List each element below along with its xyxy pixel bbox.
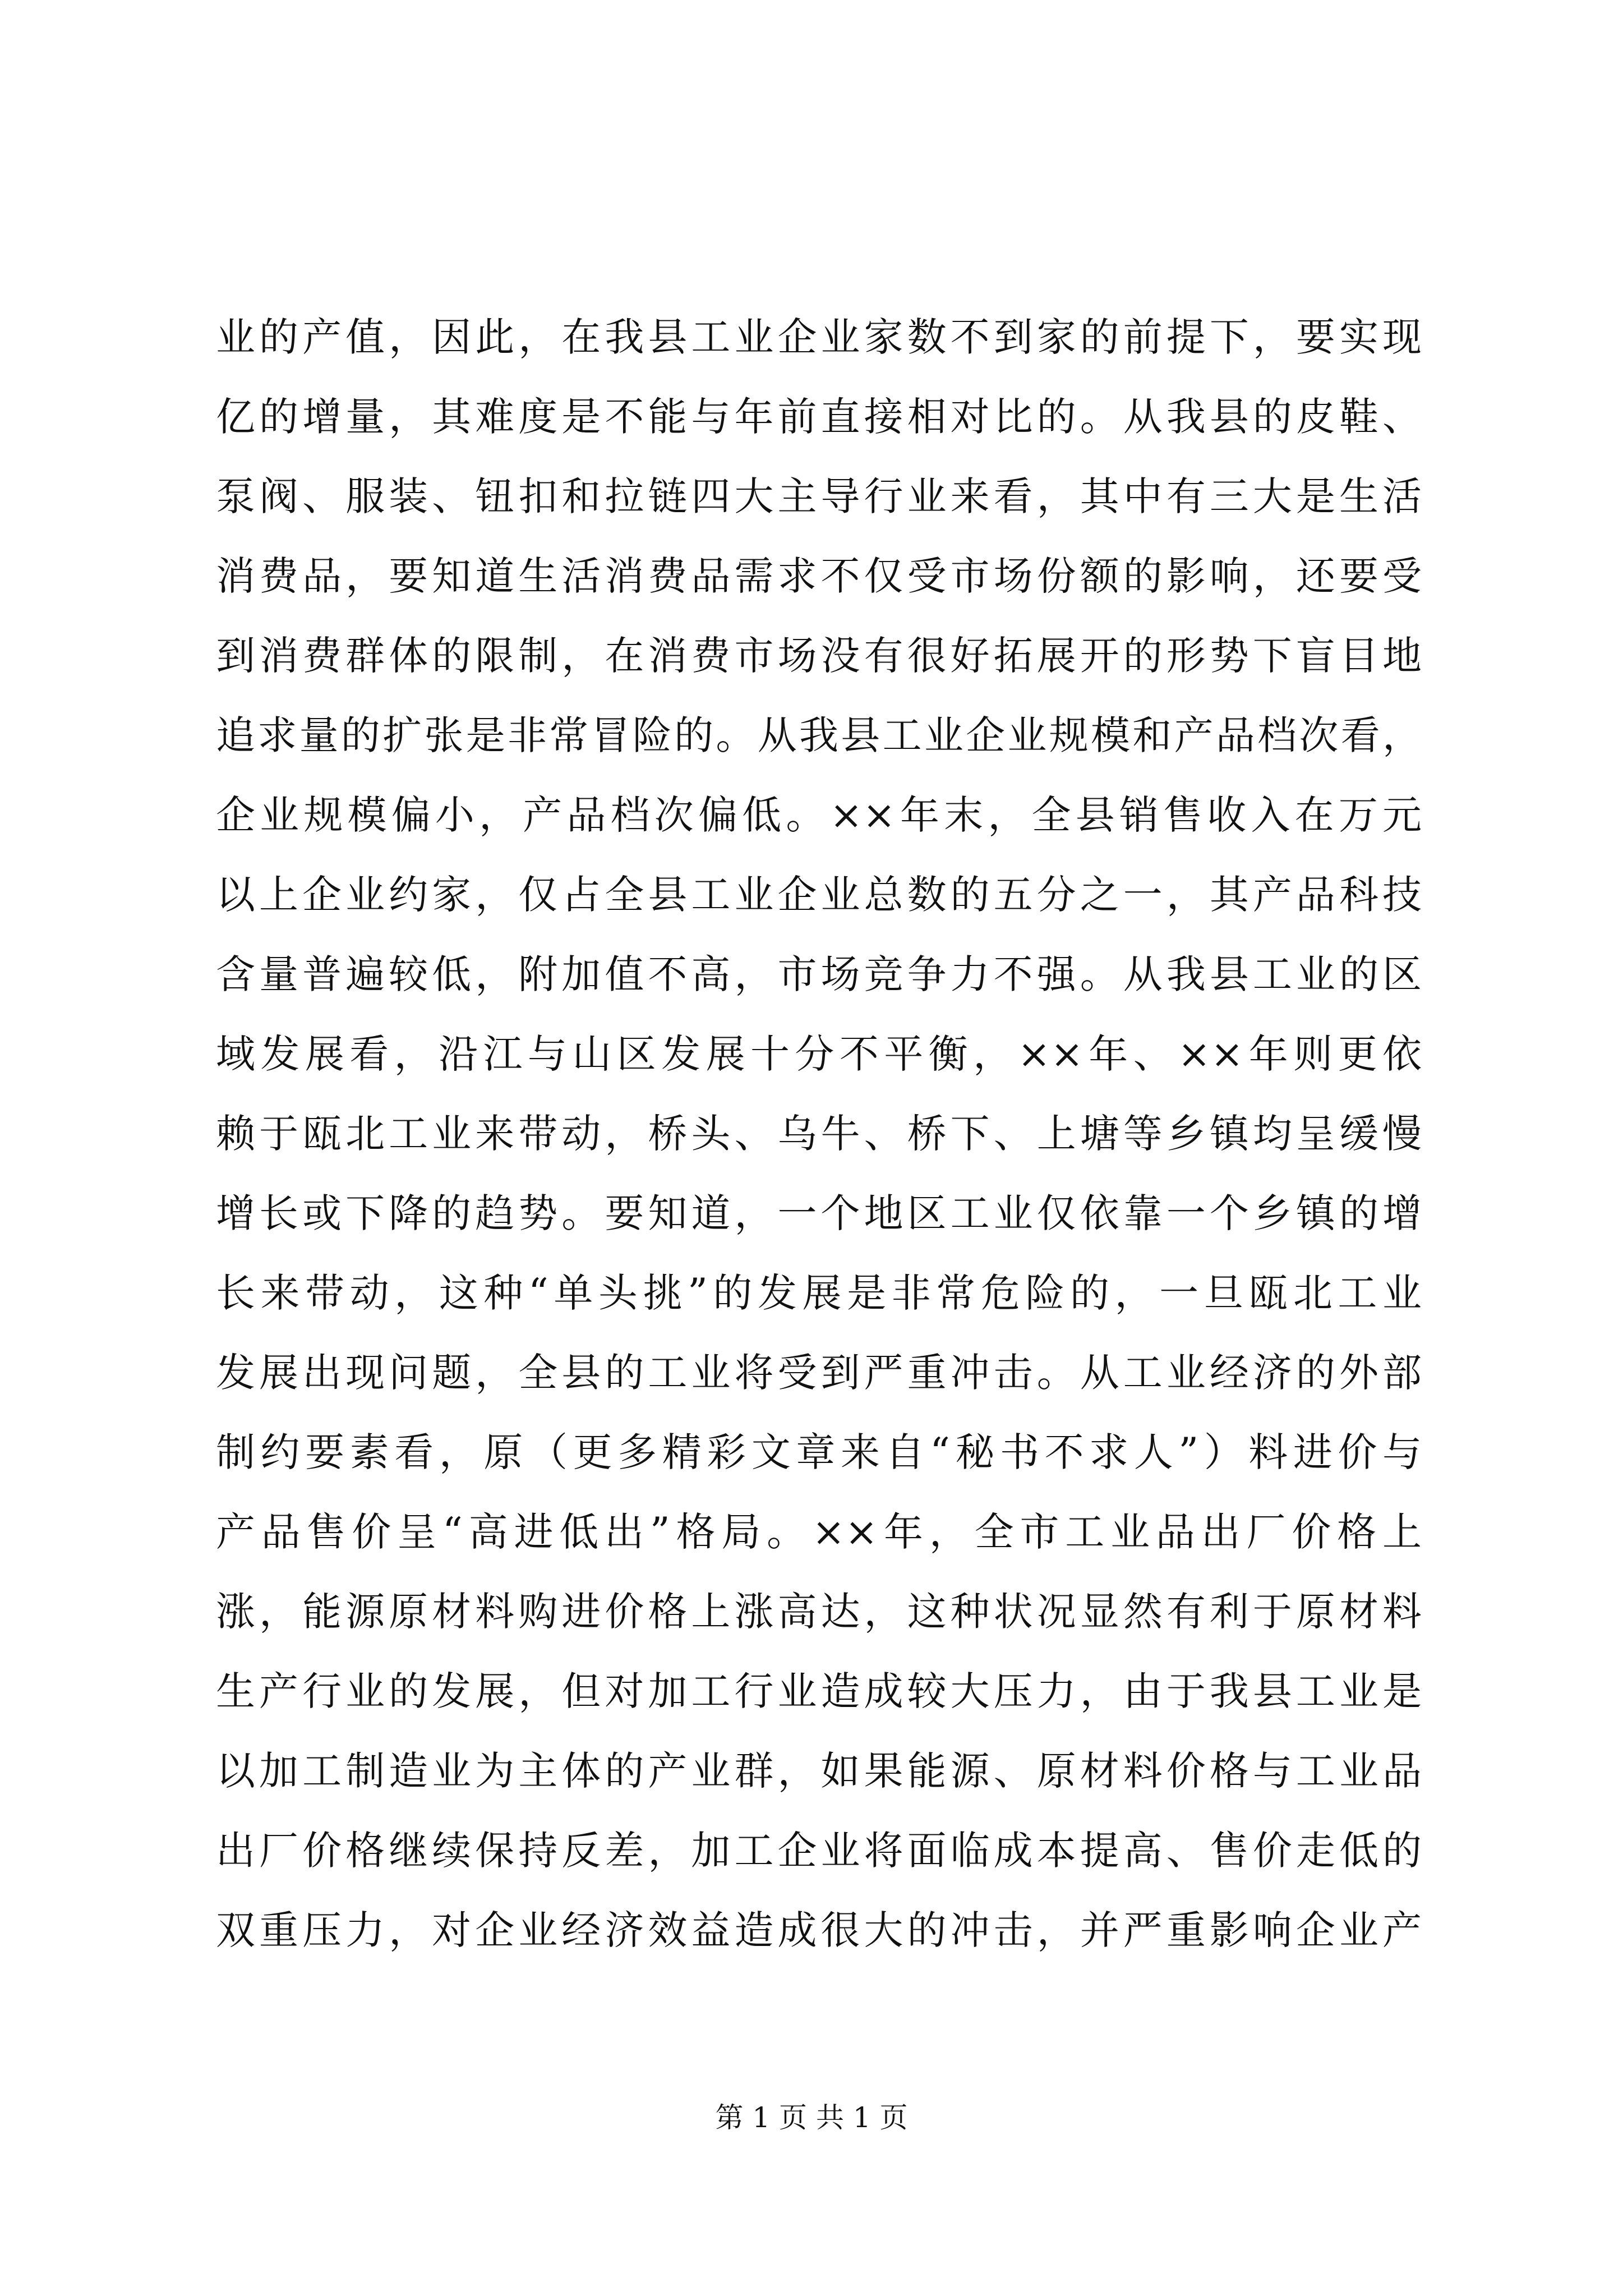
text-line: 出厂价格继续保持反差，加工企业将面临成本提高、售价走低的 bbox=[216, 1828, 1422, 1874]
text-line: 含量普遍较低，附加值不高，市场竞争力不强。从我县工业的区 bbox=[216, 951, 1422, 997]
text-line: 域发展看，沿江与山区发展十分不平衡，××年、××年则更依 bbox=[216, 1031, 1422, 1077]
text-line: 泵阀、服装、钮扣和拉链四大主导行业来看，其中有三大是生活 bbox=[216, 473, 1422, 519]
text-line: 赖于瓯北工业来带动，桥头、乌牛、桥下、上塘等乡镇均呈缓慢 bbox=[216, 1111, 1422, 1157]
text-line: 生产行业的发展，但对加工行业造成较大压力，由于我县工业是 bbox=[216, 1668, 1422, 1714]
text-line: 亿的增量，其难度是不能与年前直接相对比的。从我县的皮鞋、 bbox=[216, 394, 1422, 440]
text-line: 双重压力，对企业经济效益造成很大的冲击，并严重影响企业产 bbox=[216, 1907, 1422, 1953]
text-line: 到消费群体的限制，在消费市场没有很好拓展开的形势下盲目地 bbox=[216, 633, 1422, 679]
text-line: 企业规模偏小，产品档次偏低。××年末，全县销售收入在万元 bbox=[216, 792, 1422, 838]
text-line: 消费品，要知道生活消费品需求不仅受市场份额的影响，还要受 bbox=[216, 553, 1422, 599]
text-line: 增长或下降的趋势。要知道，一个地区工业仅依靠一个乡镇的增 bbox=[216, 1190, 1422, 1236]
page-number-footer: 第 1 页 共 1 页 bbox=[715, 2101, 908, 2134]
text-line: 长来带动，这种“单头挑”的发展是非常危险的，一旦瓯北工业 bbox=[216, 1270, 1422, 1316]
text-line: 涨，能源原材料购进价格上涨高达，这种状况显然有利于原材料 bbox=[216, 1589, 1422, 1635]
text-line: 业的产值，因此，在我县工业企业家数不到家的前提下，要实现 bbox=[216, 314, 1422, 360]
text-line: 发展出现问题，全县的工业将受到严重冲击。从工业经济的外部 bbox=[216, 1350, 1422, 1396]
text-line: 产品售价呈“高进低出”格局。××年，全市工业品出厂价格上 bbox=[216, 1509, 1422, 1555]
text-line: 制约要素看，原（更多精彩文章来自“秘书不求人”）料进价与 bbox=[216, 1429, 1422, 1475]
text-line: 追求量的扩张是非常冒险的。从我县工业企业规模和产品档次看， bbox=[216, 712, 1422, 758]
text-line: 以上企业约家，仅占全县工业企业总数的五分之一，其产品科技 bbox=[216, 872, 1422, 918]
body-text bbox=[216, 297, 1422, 1970]
text-line: 以加工制造业为主体的产业群，如果能源、原材料价格与工业品 bbox=[216, 1748, 1422, 1794]
